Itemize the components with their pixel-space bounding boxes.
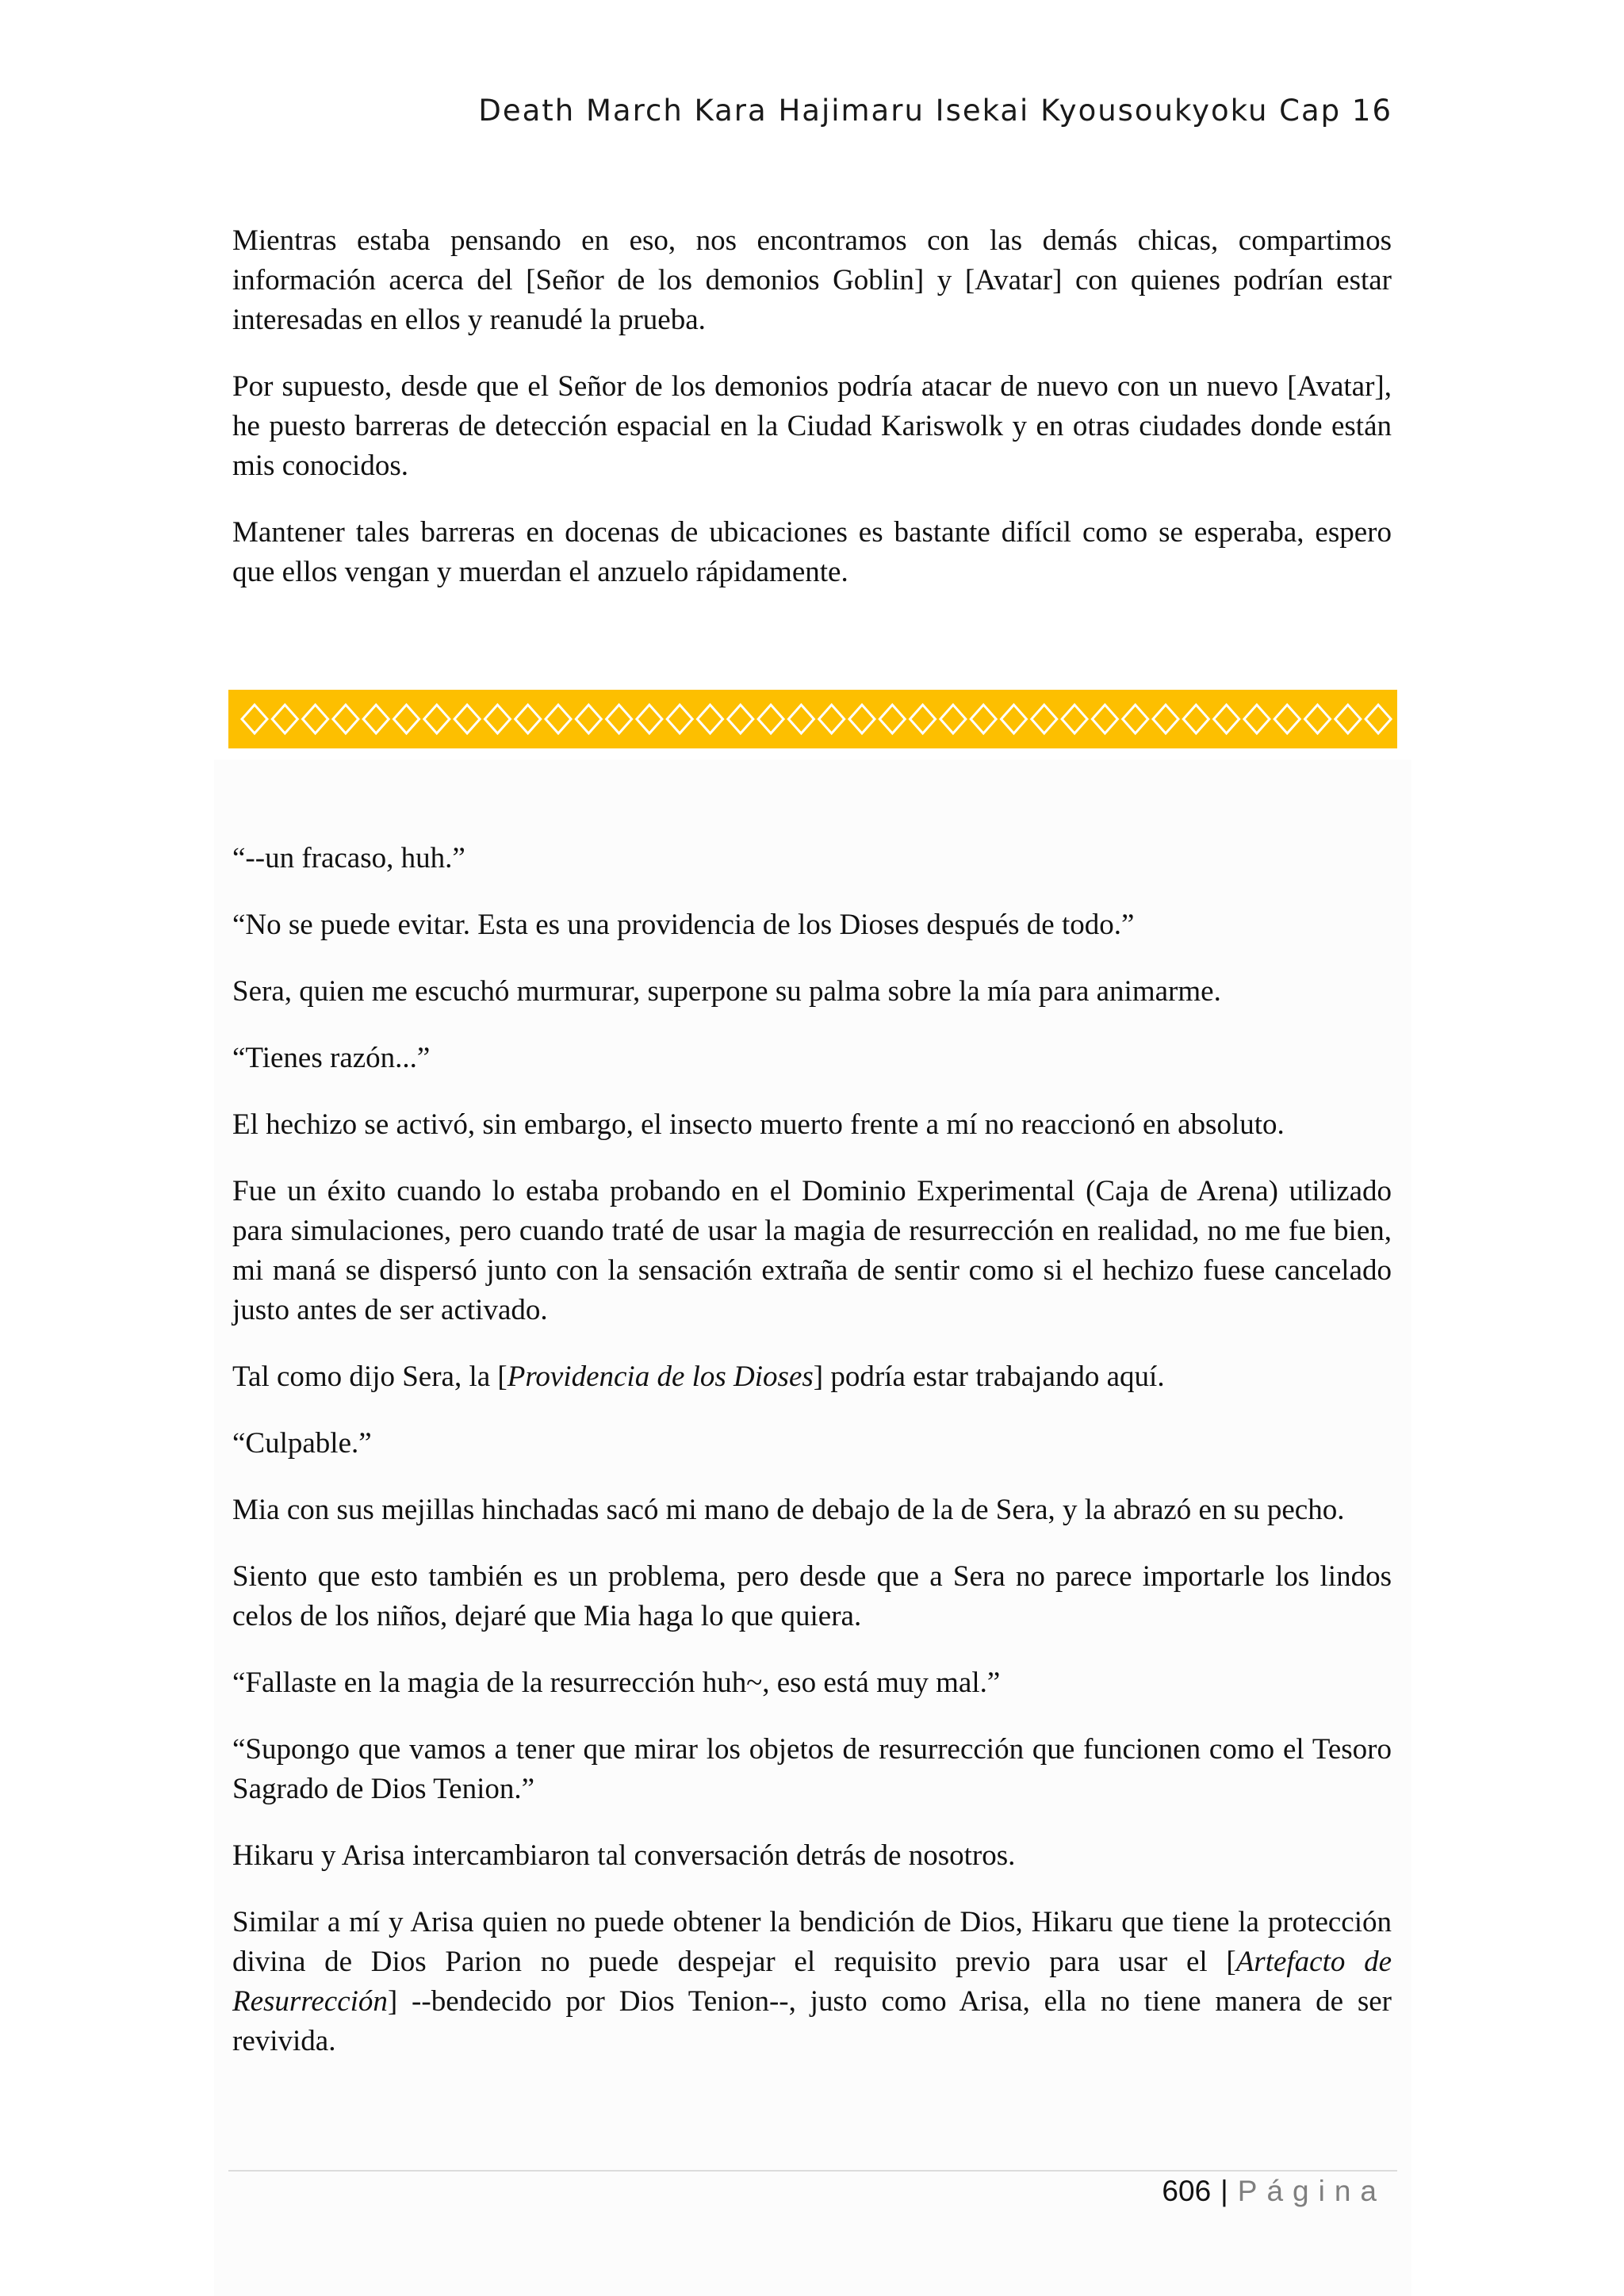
paragraph: Por supuesto, desde que el Señor de los demonios podría atacar de nuevo con un nuevo [Avatar], he puesto barreras de detección espacial en la Ciudad Kariswolk y en otras ciudades donde están mis conocidos. bbox=[232, 370, 1392, 482]
paragraph-with-italic bbox=[232, 1903, 1392, 2061]
diamond-ornament bbox=[667, 705, 692, 733]
diamond-ornament bbox=[1305, 705, 1331, 733]
diamond-ornament bbox=[698, 705, 723, 733]
diamond-ornament bbox=[1092, 705, 1117, 733]
diamond-ornament bbox=[576, 705, 601, 733]
page-label: Página bbox=[1237, 2175, 1386, 2207]
paragraph: Siento que esto también es un problema, pero desde que a Sera no parece importarle los lindos celos de los niños, dejaré que Mia haga lo que quiera. bbox=[232, 1560, 1392, 1632]
footer-divider bbox=[228, 2170, 1397, 2172]
dialogue-line: “Fallaste en la magia de la resurrección huh~, eso está muy mal.” bbox=[232, 1667, 1001, 1699]
dialogue-line: “--un fracaso, huh.” bbox=[232, 842, 465, 874]
text-run: ] --bendecido por Dios Tenion--, justo como Arisa, ella no tiene manera de ser revivida. bbox=[232, 1985, 1392, 2057]
diamond-ornament bbox=[879, 705, 905, 733]
paragraph-with-italic bbox=[232, 1357, 1392, 1397]
text-run: Tal como dijo Sera, la [ bbox=[232, 1360, 508, 1393]
paragraph: Mantener tales barreras en docenas de ubicaciones es bastante difícil como se esperaba, espero que ellos vengan y muerdan el anzuelo rápidamente. bbox=[232, 516, 1392, 588]
text-run: ] podría estar trabajando aquí. bbox=[813, 1360, 1165, 1393]
diamond-ornament bbox=[1183, 705, 1208, 733]
diamond-ornament bbox=[1153, 705, 1178, 733]
text-section-1 bbox=[232, 221, 1392, 592]
page-footer bbox=[1162, 2175, 1386, 2208]
diamond-ornament bbox=[788, 705, 814, 733]
footer-separator: | bbox=[1220, 2175, 1228, 2207]
diamond-ornament bbox=[1244, 705, 1270, 733]
diamond-ornament bbox=[637, 705, 662, 733]
paragraph: Fue un éxito cuando lo estaba probando en el Dominio Experimental (Caja de Arena) utilizado para simulaciones, pero cuando traté de usar la magia de resurrección en realidad, no me fue bien, mi maná se dispersó junto con la sensación extraña de sentir como si el hechizo fuese cancelado justo antes de ser activado. bbox=[232, 1175, 1392, 1326]
paragraph: Hikaru y Arisa intercambiaron tal conversación detrás de nosotros. bbox=[232, 1839, 1016, 1872]
text-section-2 bbox=[232, 839, 1392, 2061]
diamond-ornament bbox=[1032, 705, 1057, 733]
diamond-ornament bbox=[728, 705, 753, 733]
diamond-ornament bbox=[1062, 705, 1087, 733]
diamond-ornament bbox=[849, 705, 875, 733]
dialogue-line: “Tienes razón...” bbox=[232, 1042, 431, 1074]
diamond-ornament bbox=[1002, 705, 1027, 733]
diamond-ornament bbox=[971, 705, 996, 733]
diamond-ornament bbox=[303, 705, 328, 733]
diamond-ornament bbox=[1335, 705, 1361, 733]
diamond-ornament bbox=[910, 705, 936, 733]
diamond-ornament bbox=[515, 705, 541, 733]
running-header: Death March Kara Hajimaru Isekai Kyousoukyoku Cap 16 bbox=[478, 94, 1392, 128]
paragraph: Sera, quien me escuchó murmurar, superpone su palma sobre la mía para animarme. bbox=[232, 975, 1221, 1008]
diamond-ornament bbox=[607, 705, 632, 733]
diamond-ornament bbox=[272, 705, 297, 733]
diamond-ornament bbox=[758, 705, 783, 733]
italic-term: Providencia de los Dioses bbox=[507, 1360, 814, 1393]
diamond-ornament bbox=[363, 705, 389, 733]
dialogue-line: “No se puede evitar. Esta es una providencia de los Dioses después de todo.” bbox=[232, 909, 1135, 941]
diamond-ornament bbox=[394, 705, 419, 733]
diamond-ornament bbox=[454, 705, 480, 733]
diamond-ornament bbox=[819, 705, 845, 733]
paragraph: El hechizo se activó, sin embargo, el insecto muerto frente a mí no reaccionó en absoluto. bbox=[232, 1108, 1285, 1141]
text-run: Similar a mí y Arisa quien no puede obtener la bendición de Dios, Hikaru que tiene la protección divina de Dios Parion no puede despejar el requisito previo para usar el [ bbox=[232, 1906, 1392, 1978]
diamond-ornament bbox=[333, 705, 358, 733]
section-separator bbox=[228, 690, 1397, 748]
diamond-ornament bbox=[1365, 705, 1391, 733]
paragraph: Mia con sus mejillas hinchadas sacó mi mano de debajo de la de Sera, y la abrazó en su pecho. bbox=[232, 1494, 1345, 1526]
diamond-ornament bbox=[1274, 705, 1300, 733]
dialogue-line: “Culpable.” bbox=[232, 1427, 372, 1460]
diamond-ornament bbox=[1214, 705, 1239, 733]
diamond-ornament bbox=[546, 705, 571, 733]
diamond-pattern bbox=[228, 690, 1397, 748]
italic-term: Artefacto de Resurrección bbox=[232, 1946, 1392, 2018]
page-number: 606 bbox=[1162, 2175, 1212, 2207]
dialogue-line: “Supongo que vamos a tener que mirar los objetos de resurrección que funcionen como el Tesoro Sagrado de Dios Tenion.” bbox=[232, 1733, 1392, 1805]
diamond-ornament bbox=[1123, 705, 1148, 733]
diamond-ornament bbox=[424, 705, 450, 733]
diamond-ornament bbox=[485, 705, 510, 733]
diamond-ornament bbox=[242, 705, 267, 733]
diamond-ornament bbox=[940, 705, 966, 733]
paragraph: Mientras estaba pensando en eso, nos encontramos con las demás chicas, compartimos información acerca del [Señor de los demonios Goblin] y [Avatar] con quienes podrían estar interesadas en ellos y reanudé la prueba. bbox=[232, 224, 1392, 336]
